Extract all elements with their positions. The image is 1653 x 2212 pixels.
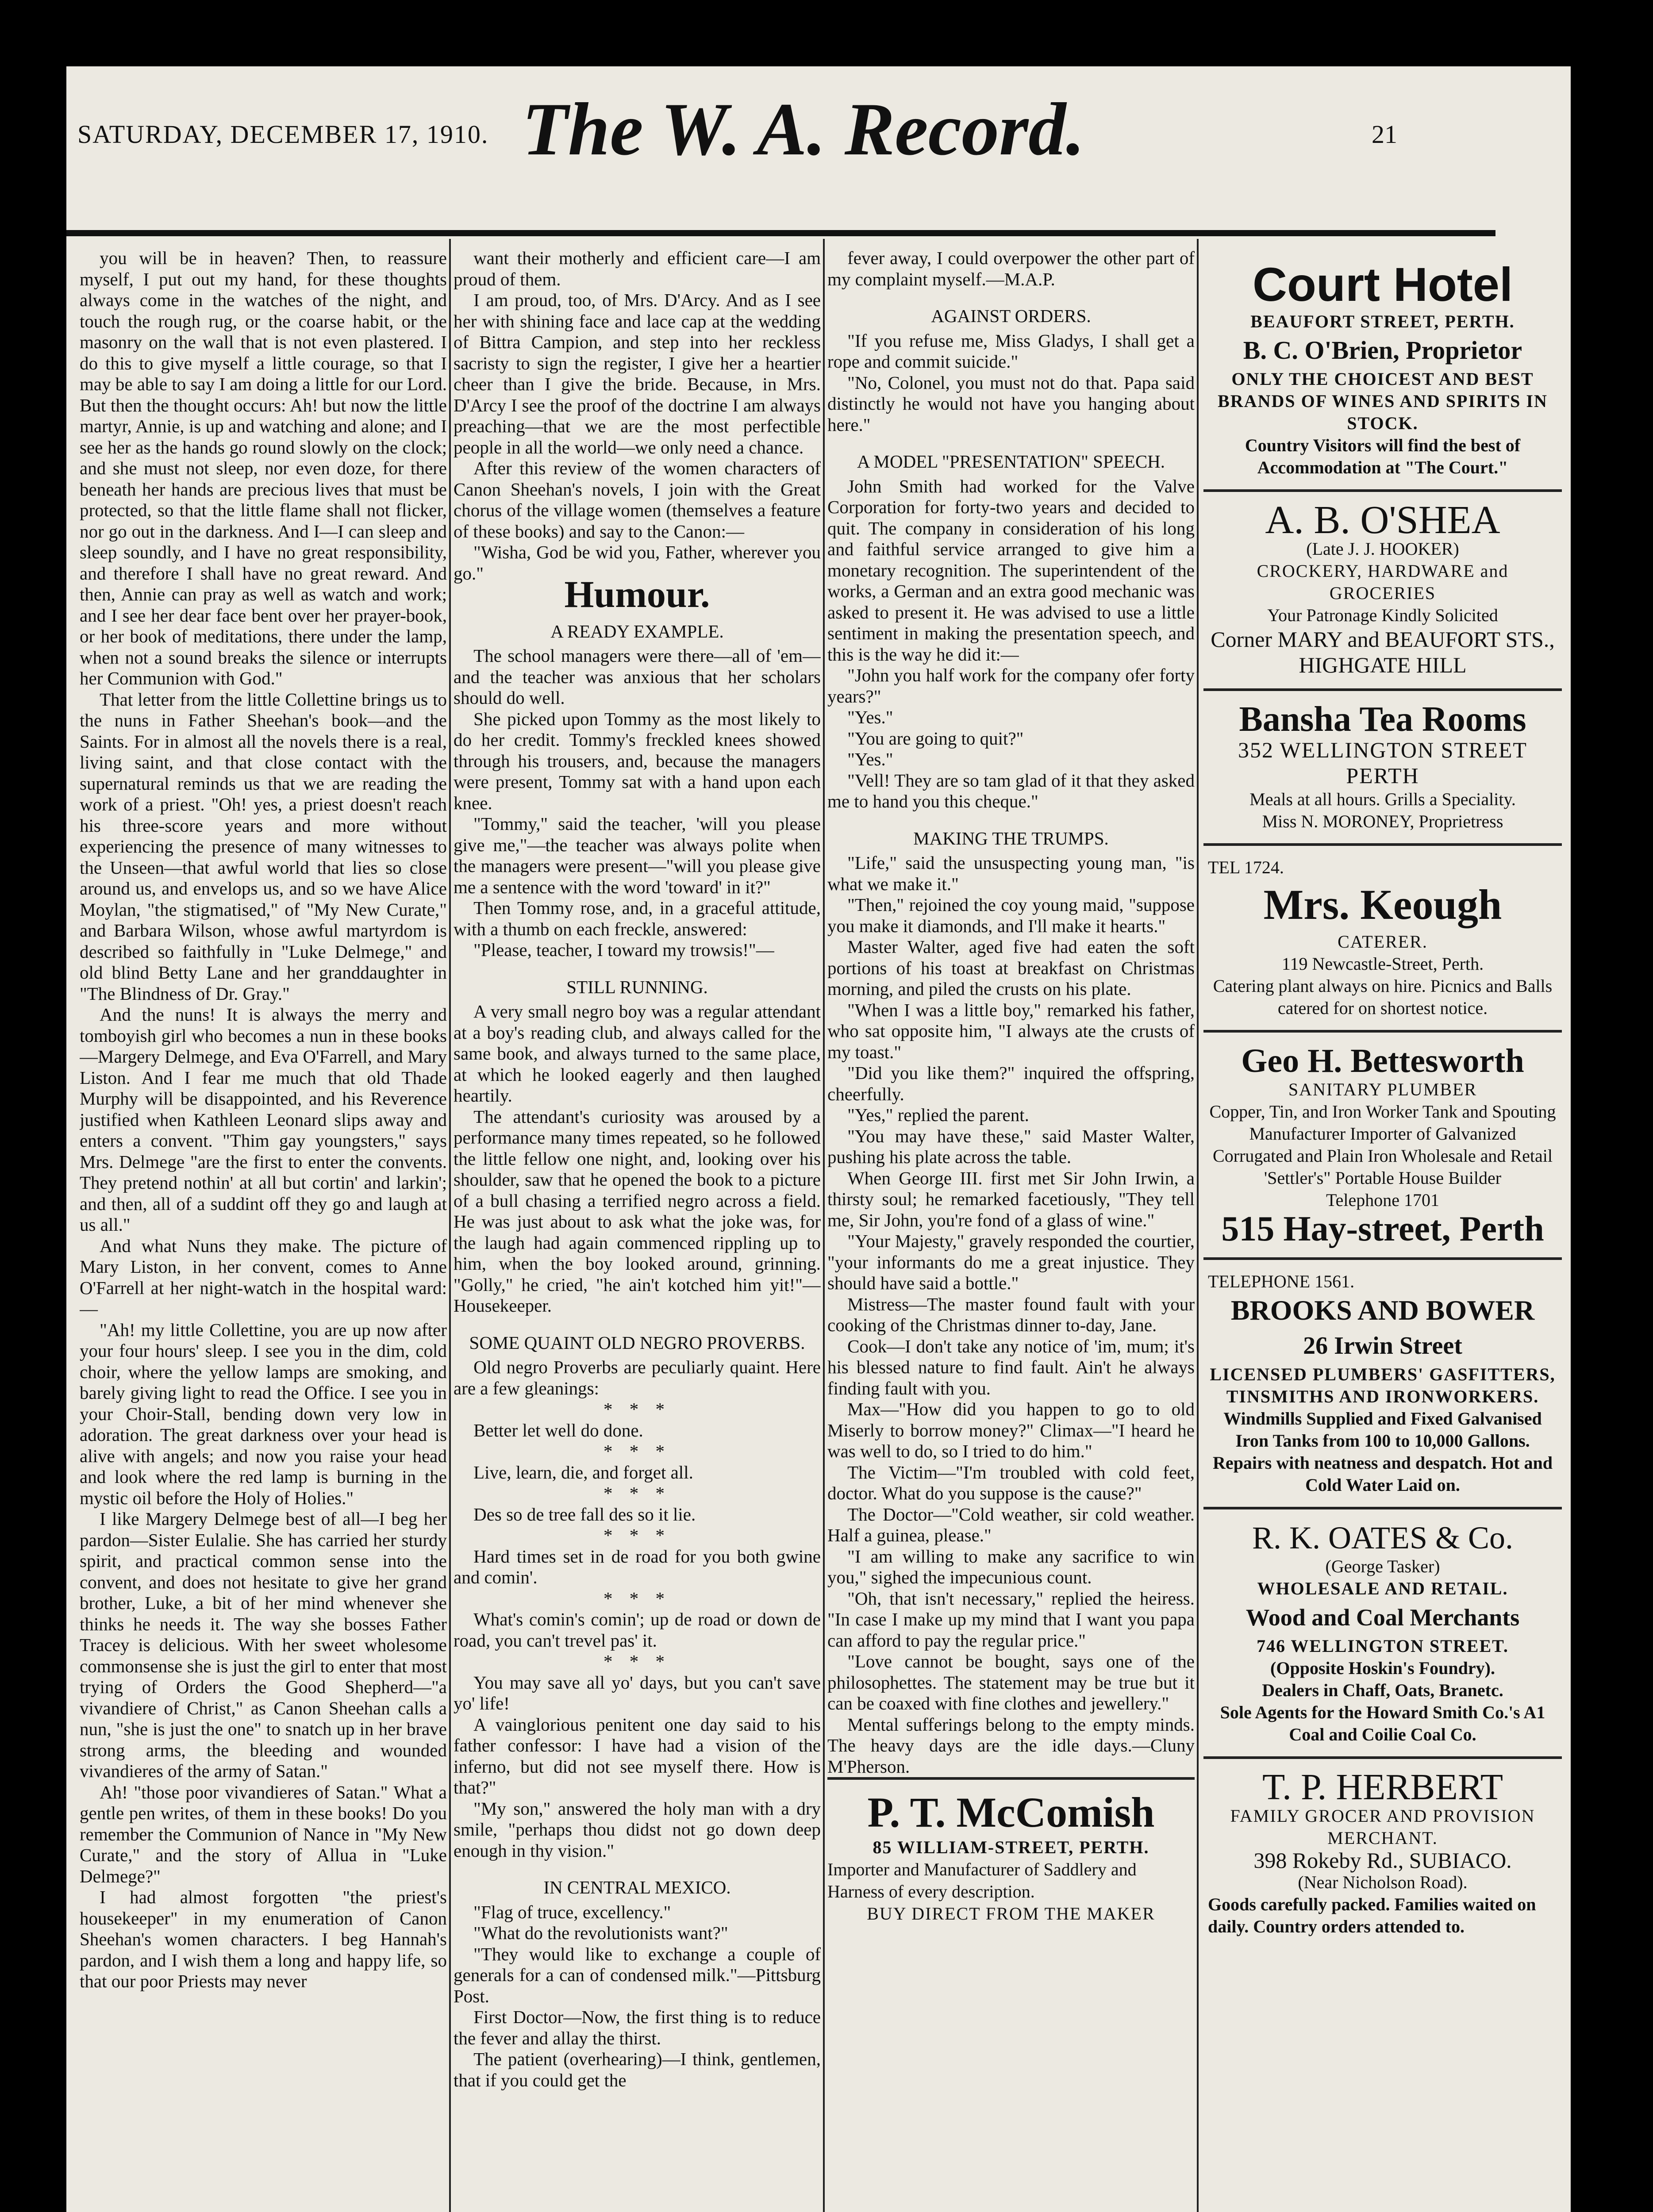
paragraph: "What do the revolutionists want?" <box>473 1923 728 1943</box>
separator-stars: * * * <box>604 1588 671 1609</box>
advertiser-title: Wood and Coal Merchants <box>1246 1604 1520 1631</box>
advertiser-description: Goods carefully packed. Families waited on daily. Country orders attended to. <box>1208 1894 1536 1936</box>
paragraph: "When I was a little boy," remarked his father, who sat opposite him, "I always ate the crusts of my toast." <box>827 999 1195 1062</box>
newspaper-title: The W. A. Record. <box>522 88 1085 171</box>
story-heading: A READY EXAMPLE. <box>550 621 724 641</box>
paragraph: The school managers were there—all of 'em—and the teacher was anxious that her scholars should do well. <box>454 645 821 708</box>
paragraph: "My son," answered the holy man with a dry smile, "perhaps thou didst not go down deep enough in thy vision." <box>454 1798 821 1861</box>
issue-date: SATURDAY, DECEMBER 17, 1910. <box>77 120 489 149</box>
advertiser-name: P. T. McComish <box>867 1789 1155 1836</box>
advertiser-trade: SANITARY PLUMBER <box>1288 1079 1477 1099</box>
column-divider <box>449 239 451 2212</box>
paragraph: "Wisha, God be wid you, Father, wherever you go." <box>454 542 821 584</box>
paragraph: The Doctor—"Cold weather, sir cold weather. Half a guinea, please." <box>827 1504 1195 1545</box>
paragraph: "Please, teacher, I toward my trowsis!"— <box>473 940 774 960</box>
paragraph: John Smith had worked for the Valve Corporation for forty-two years and decided to quit. The company in consideration of his long and faithful service arranged to give him a monetary recognition. The superintendent of the works, a German and an extra good mechanic was asked to present it. He was advised to use a little sentiment in making the presentation speech, and this is the way he did it:— <box>827 476 1195 664</box>
paragraph: "Yes." <box>847 707 893 727</box>
advertisements-column <box>1203 248 1653 1948</box>
paragraph: I like Margery Delmege best of all—I beg her pardon—Sister Eulalie. She has carried her sturdy spirit, and practical common sense into the convent, and does not hesitate to give her grand brother, Luke, a bit of her mind whenever she thinks he needs it. The way she bosses Father Tracey is delicious. With her sweet wholesome commonsense she is just the girl to enter that most trying of Orders the Good Shepherd—"a vivandiere of Christ," as Canon Sheehan calls a nun, "she is just the one" to snatch up in her brave strong arms, the bleeding and wounded vivandieres of the army of Satan." <box>80 1509 447 1781</box>
proverb: You may save all yo' days, but you can't save yo' life! <box>454 1672 821 1713</box>
paragraph: "Oh, that isn't necessary," replied the heiress. "In case I make up my mind that I want you papa can afford to pay the regular price." <box>827 1588 1195 1651</box>
paragraph: The patient (overhearing)—I think, gentlemen, that if you could get the <box>454 2049 821 2090</box>
paragraph: "Tommy," said the teacher, 'will you please give me,"—the teacher was always polite when the managers were present—"will you please give me a sentence with the word 'toward' in it?" <box>454 814 821 897</box>
advertiser-goods: CROCKERY, HARDWARE and GROCERIES <box>1257 561 1509 603</box>
paragraph: First Doctor—Now, the first thing is to reduce the fever and allay the thirst. <box>454 2007 821 2048</box>
paragraph: fever away, I could overpower the other part of my complaint myself.—M.A.P. <box>827 248 1195 289</box>
story-heading: IN CENTRAL MEXICO. <box>543 1877 731 1897</box>
paragraph: That letter from the little Collettine brings us to the nuns in Father Sheehan's book—and the Saints. For in almost all the novels there is a real, living saint, and that close contact with the supernatural reminds us that we are reading the work of a priest. "Oh! yes, a priest doesn't reach his three-score years and more without experiencing the presence of many witnesses to the Unseen—that awful world that lies so close around us, and envelops us, and so we have Alice Moylan, "the stigmatised," of "My New Curate," and Barbara Wilson, whose awful martyrdom is described so faithfully in "Luke Delmege," and old blind Betty Lane and her granddaughter in "The Blindness of Dr. Gray." <box>80 689 447 1004</box>
story-heading: A MODEL "PRESENTATION" SPEECH. <box>857 451 1165 472</box>
advertiser-trade: CATERER. <box>1338 932 1428 952</box>
paragraph: you will be in heaven? Then, to reassure myself, I put out my hand, for these thoughts always come in the watches of the night, and touch the rough rug, or the coarse habit, or the masonry on the wall that is not even plastered. I do this to give myself a little courage, so that I may be able to say I am doing a little for our Lord. But then the thought occurs: Ah! but now the little martyr, Annie, is up and watching and alone; and I see her as the hands go round slowly on the clock; and she must not sleep, nor even doze, for there beneath her hands are precious lives that must be protected, so that the little flame shall not flicker, nor go out in the darkness. And I—I can sleep and sleep soundly, and I have no great responsibility, and therefore I shall have no great reward. And then, Annie can pray as well as watch and work; and I see her dear face bent over her prayer-book, or her book of meditations, there under the lamp, when not a sound breaks the silence or interrupts her Communion with God." <box>80 248 447 688</box>
page-number: 21 <box>1372 120 1397 149</box>
advertiser-landmark: (Opposite Hoskin's Foundry). <box>1270 1658 1495 1678</box>
advertiser-name: Court Hotel <box>1253 257 1513 311</box>
advertiser-description: Meals at all hours. Grills a Speciality. <box>1249 789 1516 809</box>
paragraph: "Ah! my little Collettine, you are up now after your four hours' sleep. I see you in the dim, cold choir, where the yellow lamps are smoking, and barely giving light to read the Office. I see you in your Choir-Stall, bending down very low in adoration. The great darkness over your head is alive with angels; and now you raise your head and look where the red lamp is burning in the mystic oil before the Holy of Holies." <box>80 1319 447 1508</box>
separator-stars: * * * <box>604 1399 671 1419</box>
advertiser-subtitle: (George Tasker) <box>1325 1556 1440 1576</box>
paragraph: A very small negro boy was a regular attendant at a boy's reading club, and always called for the same book, and always turned to the same place, at which he looked eagerly and then laughed heartily. <box>454 1001 821 1106</box>
advertiser-tagline: BUY DIRECT FROM THE MAKER <box>867 1904 1155 1924</box>
paragraph: "John you half work for the company ofer forty years?" <box>827 665 1195 707</box>
paragraph: Mental sufferings belong to the empty minds. The heavy days are the idle days.—Cluny M'Pherson. <box>827 1714 1195 1777</box>
paragraph: And the nuns! It is always the merry and tomboyish girl who becomes a nun in these books—Margery Delmege, and Eva O'Farrell, and Mary Liston. And I fear me much that old Thade Murphy will be disappointed, and his Reverence justified when Kathleen Leonard slips away and enters a convent. "Thim gay youngsters," says Mrs. Delmege "are the first to enter the convents. They pretend nothin' at all but cortin' and larkin'; and then, all of a suddint off they go and laugh at us all." <box>80 1004 447 1235</box>
paragraph: I had almost forgotten "the priest's housekeeper" in my enumeration of Canon Sheehan's women characters. I beg Hannah's pardon, and I wish them a long and happy life, so that our poor Priests may never <box>80 1887 447 1991</box>
separator-stars: * * * <box>604 1651 671 1671</box>
paragraph: "Yes." <box>847 749 893 769</box>
advertisement-brooks-bower <box>1203 1257 1562 1507</box>
advertiser-description: Catering plant always on hire. Picnics and Balls catered for on shortest notice. <box>1213 976 1553 1018</box>
advertiser-note: Country Visitors will find the best of Accommodation at "The Court." <box>1245 435 1521 477</box>
advertiser-agents: Sole Agents for the Howard Smith Co.'s A1 Coal and Coilie Coal Co. <box>1220 1702 1545 1744</box>
advertiser-telephone: TELEPHONE 1561. <box>1208 1271 1355 1291</box>
advertiser-name: Geo H. Bettesworth <box>1241 1042 1524 1079</box>
paragraph: "If you refuse me, Miss Gladys, I shall get a rope and commit suicide." <box>827 330 1195 372</box>
story-heading: AGAINST ORDERS. <box>931 306 1091 326</box>
advertiser-address: 26 Irwin Street <box>1303 1332 1462 1359</box>
paragraph: A vainglorious penitent one day said to his father confessor: I have had a vision of the inferno, but did not see myself there. How is that?" <box>454 1714 821 1797</box>
advertiser-address: 515 Hay-street, Perth <box>1221 1210 1544 1248</box>
story-heading: STILL RUNNING. <box>566 976 708 997</box>
advertiser-address: BEAUFORT STREET, PERTH. <box>1250 311 1515 331</box>
story-heading: MAKING THE TRUMPS. <box>913 828 1109 849</box>
paragraph: "Life," said the unsuspecting young man, "is what we make it." <box>827 853 1195 894</box>
paragraph: "Love cannot be bought, says one of the philosophettes. The statement may be true but it can be coaxed with fine clothes and jewellery." <box>827 1651 1195 1713</box>
advertisement-herbert <box>1203 1756 1562 1948</box>
paragraph: "Flag of truce, excellency." <box>473 1901 671 1922</box>
advertisement-oshea <box>1203 489 1562 688</box>
paragraph: "Vell! They are so tam glad of it that they asked me to hand you this cheque." <box>827 770 1195 811</box>
paragraph: She picked upon Tommy as the most likely to do her credit. Tommy's freckled knees showed through his trousers, and, because the managers were present, Tommy sat with a hand upon each knee. <box>454 708 821 813</box>
advertiser-name: Mrs. Keough <box>1263 881 1502 928</box>
proverb: Des so de tree fall des so it lie. <box>473 1504 696 1525</box>
advertiser-description: ONLY THE CHOICEST AND BEST BRANDS OF WINES AND SPIRITS IN STOCK. <box>1218 369 1548 433</box>
advertiser-name: R. K. OATES & Co. <box>1252 1520 1514 1555</box>
paragraph: The Victim—"I'm troubled with cold feet, doctor. What do you suppose is the cause?" <box>827 1462 1195 1503</box>
proverb: Hard times set in de road for you both gwine and comin'. <box>454 1546 821 1587</box>
paragraph: Then Tommy rose, and, in a graceful attitude, with a thumb on each freckle, answered: <box>454 898 821 939</box>
advertiser-dealings: Dealers in Chaff, Oats, Branetc. <box>1262 1680 1503 1700</box>
paragraph: The attendant's curiosity was aroused by a performance many times repeated, so he followed the little fellow one night, and, looking over his shoulder, saw that he opened the book to a picture of a bull chasing a terrified negro across a field. He was just about to ask what the joke was, for the laugh had again commenced rippling up to him, when the boy looked around, grinning. "Golly," he cried, "he ain't kotched him yit!"—Housekeeper. <box>454 1106 821 1316</box>
advertiser-description: Copper, Tin, and Iron Worker Tank and Spouting Manufacturer Importer of Galvanized Corrugated and Plain Iron Wholesale and Retail <box>1209 1102 1556 1166</box>
advertiser-description: Importer and Manufacturer of Saddlery and Harness of every description. <box>827 1859 1137 1901</box>
paragraph: "Your Majesty," gravely responded the courtier, "your informants do me a great injustice. They should have said a bottle." <box>827 1231 1195 1293</box>
advertiser-name: A. B. O'SHEA <box>1265 498 1500 542</box>
advertisement-keough <box>1203 843 1562 1030</box>
paragraph: "I am willing to make any sacrifice to win you," sighed the impecunious count. <box>827 1546 1195 1587</box>
advertisement-mccomish <box>827 1777 1195 1934</box>
advertiser-trade: FAMILY GROCER AND PROVISION MERCHANT. <box>1230 1806 1535 1848</box>
advertiser-proprietor: B. C. O'Brien, Proprietor <box>1243 336 1522 365</box>
advertiser-solicit: Your Patronage Kindly Solicited <box>1267 605 1498 625</box>
paragraph: "You are going to quit?" <box>847 728 1024 749</box>
paragraph: Cook—I don't take any notice of 'im, mum; it's his blessed nature to find fault. Ain't he always finding fault with you. <box>827 1336 1195 1398</box>
paragraph: Mistress—The master found fault with your cooking of the Christmas dinner to-day, Jane. <box>827 1294 1195 1335</box>
paragraph: "Then," rejoined the coy young maid, "suppose you make it diamonds, and I'll make it hearts." <box>827 895 1195 936</box>
paragraph: "Did you like them?" inquired the offspring, cheerfully. <box>827 1063 1195 1104</box>
paragraph: "No, Colonel, you must not do that. Papa said distinctly he would not have you hanging about here." <box>827 372 1195 435</box>
advertiser-name: T. P. HERBERT <box>1262 1767 1503 1808</box>
section-heading-humour: Humour. <box>564 573 710 615</box>
paragraph: want their motherly and efficient care—I am proud of them. <box>454 248 821 289</box>
advertiser-telephone: TEL 1724. <box>1208 857 1284 877</box>
advertiser-trade: WHOLESALE AND RETAIL. <box>1257 1578 1508 1598</box>
paragraph: When George III. first met Sir John Irwin, a thirsty soul; he remarked facetiously, "They tell me, Sir John, you're fond of a glass of wine." <box>827 1167 1195 1230</box>
paragraph: After this review of the women characters of Canon Sheehan's novels, I join with the Great chorus of the village women (themselves a feature of these books) and say to the Canon:— <box>454 458 821 541</box>
story-heading: SOME QUAINT OLD NEGRO PROVERBS. <box>469 1332 805 1353</box>
article-column-2 <box>454 248 821 2212</box>
proverb: Better let well do done. <box>473 1420 643 1440</box>
advertiser-address: 398 Rokeby Rd., SUBIACO. <box>1253 1848 1512 1873</box>
advertiser-trade: LICENSED PLUMBERS' GASFITTERS, TINSMITHS AND IRONWORKERS. <box>1210 1364 1556 1406</box>
proverb: What's comin's comin'; up de road or down de road, you can't trevel pas' it. <box>454 1609 821 1651</box>
article-column-1 <box>80 248 447 2212</box>
separator-stars: * * * <box>604 1525 671 1545</box>
paragraph: "You may have these," said Master Walter, pushing his plate across the table. <box>827 1125 1195 1167</box>
separator-stars: * * * <box>604 1441 671 1461</box>
advertiser-name: BROOKS AND BOWER <box>1230 1294 1535 1326</box>
paragraph: Max—"How did you happen to go to old Miserly to borrow money?" Climax—"I heard he was well to do, so I tried to do him." <box>827 1399 1195 1461</box>
advertiser-address: 85 WILLIAM-STREET, PERTH. <box>873 1837 1149 1857</box>
proverb: Live, learn, die, and forget all. <box>473 1462 693 1482</box>
paragraph: "They would like to exchange a couple of generals for a can of condensed milk."—Pittsburg Post. <box>454 1943 821 2006</box>
advertisement-oates <box>1203 1507 1562 1756</box>
advertiser-landmark: (Near Nicholson Road). <box>1298 1872 1468 1892</box>
advertiser-builder: 'Settler's" Portable House Builder <box>1264 1168 1502 1188</box>
article-column-3 <box>827 248 1195 2212</box>
masthead-rule <box>66 230 1495 236</box>
paragraph: I am proud, too, of Mrs. D'Arcy. And as I see her with shining face and lace cap at the wedding of Bittra Campion, and step into her reckless sacristy to sign the register, I give her a heartier cheer than I give the bride. Because, in Mrs. D'Arcy I see the proof of the doctrine I am always preaching—that we are the most perfectible people in all the world—we only need a chance. <box>454 290 821 457</box>
advertiser-proprietor: Miss N. MORONEY, Proprietress <box>1262 811 1503 831</box>
paragraph: Old negro Proverbs are peculiarly quaint. Here are a few gleanings: <box>454 1357 821 1398</box>
advertiser-telephone: Telephone 1701 <box>1326 1190 1439 1210</box>
advertiser-address: Corner MARY and BEAUFORT STS., HIGHGATE HILL <box>1211 627 1555 677</box>
advertisement-bettesworth <box>1203 1030 1562 1257</box>
advertisement-bansha <box>1203 688 1562 843</box>
advertiser-address: 352 WELLINGTON STREET PERTH <box>1238 737 1527 788</box>
advertiser-address: 119 Newcastle-Street, Perth. <box>1281 954 1484 974</box>
advertiser-name: Bansha Tea Rooms <box>1239 700 1526 739</box>
advertiser-former-name: (Late J. J. HOOKER) <box>1306 539 1459 559</box>
paragraph: Master Walter, aged five had eaten the soft portions of his toast at breakfast on Christmas morning, and piled the crusts on his plate. <box>827 937 1195 999</box>
separator-stars: * * * <box>604 1483 671 1503</box>
paragraph: Ah! "those poor vivandieres of Satan." What a gentle pen writes, of them in these books! Do you remember the Communion of Nance in "My New Curate," and the story of Allua in "Luke Delmege?" <box>80 1782 447 1886</box>
advertiser-address: 746 WELLINGTON STREET. <box>1257 1636 1509 1656</box>
column-divider <box>823 239 825 2212</box>
advertiser-description: Windmills Supplied and Fixed Galvanised Iron Tanks from 100 to 10,000 Gallons. Repairs with neatness and despatch. Hot and Cold Water Laid on. <box>1213 1409 1553 1495</box>
paragraph: And what Nuns they make. The picture of Mary Liston, in her convent, comes to Anne O'Farrell at her night-watch in the hospital ward:— <box>80 1235 447 1319</box>
paragraph: "Yes," replied the parent. <box>847 1105 1029 1125</box>
column-divider <box>1197 239 1199 2212</box>
advertisement-court-hotel <box>1203 248 1562 489</box>
